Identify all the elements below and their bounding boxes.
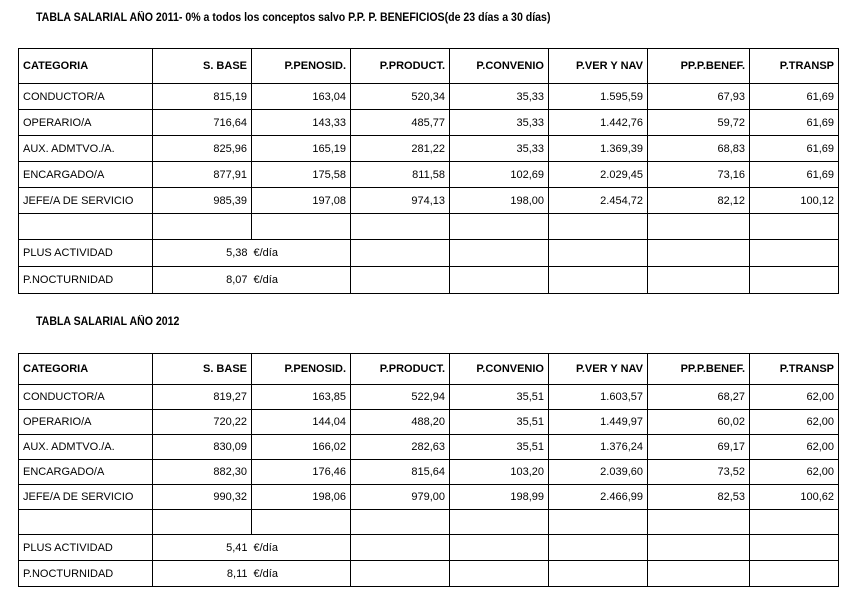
- column-header: S. BASE: [153, 354, 252, 385]
- empty-cell: [351, 267, 450, 294]
- value-cell: 61,69: [750, 84, 839, 110]
- column-header: P.VER Y NAV: [549, 49, 648, 84]
- empty-cell: [549, 535, 648, 561]
- empty-cell: [549, 267, 648, 294]
- value-cell: 522,94: [351, 385, 450, 410]
- value-cell: 163,04: [252, 84, 351, 110]
- table-row: [19, 410, 839, 435]
- extra-label: PLUS ACTIVIDAD: [19, 535, 153, 561]
- value-cell: 979,00: [351, 485, 450, 510]
- value-cell: 73,16: [648, 162, 750, 188]
- value-cell: 281,22: [351, 136, 450, 162]
- empty-cell: [648, 214, 750, 240]
- value-cell: 35,51: [450, 410, 549, 435]
- empty-cell: [252, 214, 351, 240]
- value-cell: 144,04: [252, 410, 351, 435]
- empty-cell: [648, 240, 750, 267]
- value-cell: 82,53: [648, 485, 750, 510]
- value-cell: 1.603,57: [549, 385, 648, 410]
- table-title-2011: TABLA SALARIAL AÑO 2011- 0% a todos los conceptos salvo P.P. P. BENEFICIOS(de 23 días a 30 días): [36, 12, 551, 24]
- empty-cell: [450, 240, 549, 267]
- empty-cell: [648, 267, 750, 294]
- empty-cell: [549, 214, 648, 240]
- extra-value: 8,07: [153, 267, 252, 294]
- empty-cell: [252, 510, 351, 535]
- value-cell: 165,19: [252, 136, 351, 162]
- value-cell: 102,69: [450, 162, 549, 188]
- extra-row: [19, 240, 839, 267]
- value-cell: 1.369,39: [549, 136, 648, 162]
- value-cell: 68,27: [648, 385, 750, 410]
- category-cell: OPERARIO/A: [19, 410, 153, 435]
- empty-cell: [153, 214, 252, 240]
- empty-cell: [153, 510, 252, 535]
- value-cell: 720,22: [153, 410, 252, 435]
- column-header: P.PENOSID.: [252, 354, 351, 385]
- value-cell: 488,20: [351, 410, 450, 435]
- value-cell: 1.442,76: [549, 110, 648, 136]
- salary-table-2012: [18, 353, 839, 587]
- empty-cell: [351, 240, 450, 267]
- value-cell: 811,58: [351, 162, 450, 188]
- value-cell: 62,00: [750, 460, 839, 485]
- value-cell: 815,64: [351, 460, 450, 485]
- column-header: P.VER Y NAV: [549, 354, 648, 385]
- extra-unit: €/día: [253, 541, 278, 554]
- value-cell: 166,02: [252, 435, 351, 460]
- empty-cell: [750, 510, 839, 535]
- column-header: P.PENOSID.: [252, 49, 351, 84]
- value-cell: 716,64: [153, 110, 252, 136]
- value-cell: 69,17: [648, 435, 750, 460]
- value-cell: 2.454,72: [549, 188, 648, 214]
- empty-cell: [19, 214, 153, 240]
- category-cell: CONDUCTOR/A: [19, 385, 153, 410]
- table-row: [19, 110, 839, 136]
- extra-row: [19, 535, 839, 561]
- empty-cell: [450, 214, 549, 240]
- extra-unit-cell: [252, 240, 351, 267]
- blank-row: [19, 510, 839, 535]
- value-cell: 60,02: [648, 410, 750, 435]
- value-cell: 176,46: [252, 460, 351, 485]
- empty-cell: [351, 510, 450, 535]
- value-cell: 198,99: [450, 485, 549, 510]
- value-cell: 974,13: [351, 188, 450, 214]
- empty-cell: [549, 510, 648, 535]
- column-header: P.TRANSP: [750, 49, 839, 84]
- value-cell: 985,39: [153, 188, 252, 214]
- blank-row: [19, 214, 839, 240]
- empty-cell: [750, 240, 839, 267]
- extra-value: 5,41: [153, 535, 252, 561]
- column-header: P.CONVENIO: [450, 354, 549, 385]
- category-cell: CONDUCTOR/A: [19, 84, 153, 110]
- column-header: CATEGORIA: [19, 49, 153, 84]
- extra-label: PLUS ACTIVIDAD: [19, 240, 153, 267]
- value-cell: 103,20: [450, 460, 549, 485]
- value-cell: 100,12: [750, 188, 839, 214]
- value-cell: 82,12: [648, 188, 750, 214]
- value-cell: 100,62: [750, 485, 839, 510]
- empty-cell: [549, 240, 648, 267]
- value-cell: 62,00: [750, 435, 839, 460]
- value-cell: 163,85: [252, 385, 351, 410]
- category-cell: OPERARIO/A: [19, 110, 153, 136]
- column-header: CATEGORIA: [19, 354, 153, 385]
- table-row: [19, 162, 839, 188]
- extra-unit-cell: [252, 267, 351, 294]
- extra-unit-cell: [252, 535, 351, 561]
- empty-cell: [351, 561, 450, 587]
- header-row: [19, 354, 839, 385]
- category-cell: AUX. ADMTVO./A.: [19, 136, 153, 162]
- value-cell: 198,06: [252, 485, 351, 510]
- table-row: [19, 136, 839, 162]
- value-cell: 35,51: [450, 385, 549, 410]
- value-cell: 62,00: [750, 385, 839, 410]
- column-header: P.TRANSP: [750, 354, 839, 385]
- column-header: P.PRODUCT.: [351, 354, 450, 385]
- empty-cell: [549, 561, 648, 587]
- empty-cell: [450, 510, 549, 535]
- value-cell: 35,33: [450, 110, 549, 136]
- empty-cell: [351, 535, 450, 561]
- column-header: PP.P.BENEF.: [648, 354, 750, 385]
- value-cell: 815,19: [153, 84, 252, 110]
- value-cell: 61,69: [750, 136, 839, 162]
- empty-cell: [450, 267, 549, 294]
- extra-label: P.NOCTURNIDAD: [19, 561, 153, 587]
- value-cell: 197,08: [252, 188, 351, 214]
- table-row: [19, 385, 839, 410]
- category-cell: JEFE/A DE SERVICIO: [19, 188, 153, 214]
- value-cell: 485,77: [351, 110, 450, 136]
- value-cell: 35,33: [450, 136, 549, 162]
- extra-value: 5,38: [153, 240, 252, 267]
- header-row: [19, 49, 839, 84]
- value-cell: 520,34: [351, 84, 450, 110]
- table-row: [19, 188, 839, 214]
- value-cell: 877,91: [153, 162, 252, 188]
- value-cell: 2.466,99: [549, 485, 648, 510]
- empty-cell: [750, 214, 839, 240]
- value-cell: 830,09: [153, 435, 252, 460]
- extra-unit: €/día: [253, 274, 278, 286]
- value-cell: 198,00: [450, 188, 549, 214]
- value-cell: 282,63: [351, 435, 450, 460]
- column-header: P.CONVENIO: [450, 49, 549, 84]
- value-cell: 35,33: [450, 84, 549, 110]
- value-cell: 61,69: [750, 162, 839, 188]
- category-cell: AUX. ADMTVO./A.: [19, 435, 153, 460]
- table-row: [19, 84, 839, 110]
- value-cell: 2.029,45: [549, 162, 648, 188]
- column-header: P.PRODUCT.: [351, 49, 450, 84]
- value-cell: 61,69: [750, 110, 839, 136]
- extra-value: 8,11: [153, 561, 252, 587]
- extra-unit-cell: [252, 561, 351, 587]
- empty-cell: [750, 561, 839, 587]
- value-cell: 35,51: [450, 435, 549, 460]
- value-cell: 2.039,60: [549, 460, 648, 485]
- extra-label: P.NOCTURNIDAD: [19, 267, 153, 294]
- value-cell: 1.595,59: [549, 84, 648, 110]
- empty-cell: [648, 535, 750, 561]
- table-row: [19, 460, 839, 485]
- empty-cell: [450, 535, 549, 561]
- table-row: [19, 485, 839, 510]
- empty-cell: [648, 510, 750, 535]
- value-cell: 819,27: [153, 385, 252, 410]
- value-cell: 143,33: [252, 110, 351, 136]
- table-title-2012: TABLA SALARIAL AÑO 2012: [36, 316, 180, 328]
- value-cell: 73,52: [648, 460, 750, 485]
- table-row: [19, 435, 839, 460]
- empty-cell: [19, 510, 153, 535]
- category-cell: ENCARGADO/A: [19, 162, 153, 188]
- value-cell: 59,72: [648, 110, 750, 136]
- value-cell: 1.449,97: [549, 410, 648, 435]
- column-header: PP.P.BENEF.: [648, 49, 750, 84]
- category-cell: JEFE/A DE SERVICIO: [19, 485, 153, 510]
- column-header: S. BASE: [153, 49, 252, 84]
- value-cell: 67,93: [648, 84, 750, 110]
- empty-cell: [450, 561, 549, 587]
- extra-row: [19, 561, 839, 587]
- empty-cell: [648, 561, 750, 587]
- extra-unit: €/día: [253, 247, 278, 259]
- extra-unit: €/día: [253, 567, 278, 580]
- value-cell: 882,30: [153, 460, 252, 485]
- salary-table-2011: [18, 48, 839, 294]
- empty-cell: [750, 267, 839, 294]
- value-cell: 1.376,24: [549, 435, 648, 460]
- value-cell: 990,32: [153, 485, 252, 510]
- value-cell: 825,96: [153, 136, 252, 162]
- category-cell: ENCARGADO/A: [19, 460, 153, 485]
- value-cell: 62,00: [750, 410, 839, 435]
- empty-cell: [351, 214, 450, 240]
- value-cell: 68,83: [648, 136, 750, 162]
- value-cell: 175,58: [252, 162, 351, 188]
- extra-row: [19, 267, 839, 294]
- empty-cell: [750, 535, 839, 561]
